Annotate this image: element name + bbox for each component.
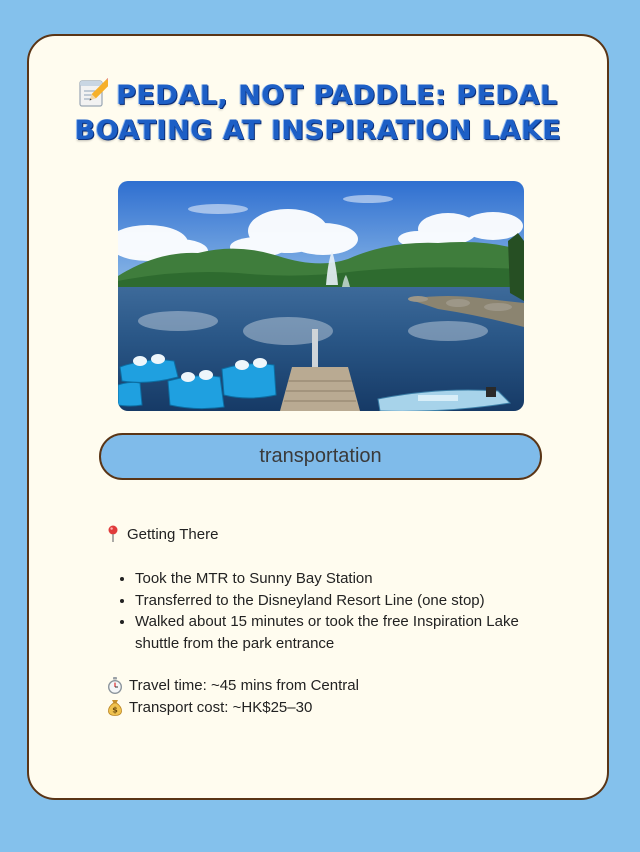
- title-text-line-2: BOATING AT INSPIRATION LAKE: [74, 115, 562, 146]
- getting-there-heading: [107, 525, 218, 543]
- travel-time-row: [107, 677, 359, 694]
- list-item: • Took the MTR to Sunny Bay Station: [135, 568, 555, 590]
- lake-photo: [118, 181, 524, 411]
- steps-list: [121, 568, 555, 654]
- transport-cost-row: [107, 699, 312, 716]
- memo-pencil-icon: [78, 78, 108, 108]
- money-bag-icon: [107, 699, 123, 716]
- svg-text:$: $: [112, 705, 118, 715]
- stopwatch-icon: [107, 677, 123, 694]
- list-item: • Transferred to the Disneyland Resort Line (one stop): [135, 590, 555, 612]
- post-card: [27, 34, 609, 800]
- list-item: • Walked about 15 minutes or took the free Inspiration Lake shuttle from the park entrance: [135, 611, 555, 654]
- lake-photo-image: [118, 181, 524, 411]
- title-line-1: [29, 78, 607, 113]
- page-title: [29, 78, 607, 148]
- travel-time-text: Travel time: ~45 mins from Central: [129, 677, 359, 694]
- category-pill: [99, 433, 542, 480]
- getting-there-heading-text: Getting There: [127, 525, 219, 543]
- title-text-line-1: PEDAL, NOT PADDLE: PEDAL: [116, 80, 558, 111]
- transport-cost-text: Transport cost: ~HK$25–30: [129, 699, 313, 716]
- round-pushpin-icon: [107, 525, 119, 543]
- category-label: transportation: [259, 445, 382, 467]
